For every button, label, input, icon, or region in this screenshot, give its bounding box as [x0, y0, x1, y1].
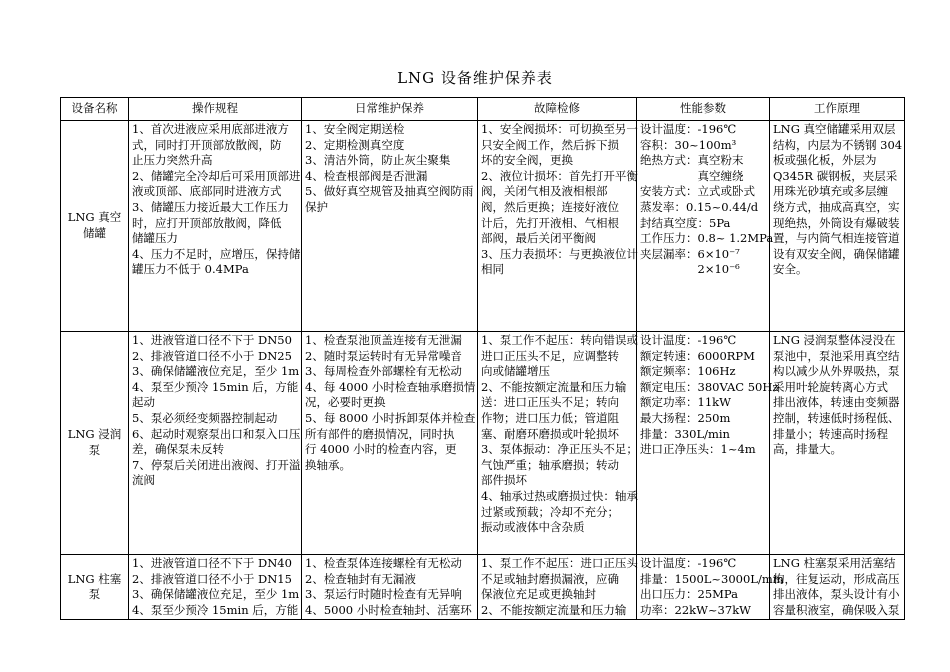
cell-line: LNG 真空	[67, 210, 122, 225]
cell-line: 止压力突然升高	[132, 153, 213, 168]
cell-line: 7、停泵后关闭进出液阀、打开溢	[132, 457, 301, 472]
cell-line: 容量积液室，确保吸入泵	[773, 602, 900, 617]
cell-line: 3、每周检查外部螺栓有无松动	[305, 364, 462, 379]
cell-line: 2、不能按额定流量和压力输	[481, 602, 627, 617]
cell-line: 不足或轴封磨损漏液，应确	[481, 571, 619, 586]
cell-line: 保护	[305, 199, 328, 214]
cell-line: 安装方式：立式或卧式	[640, 184, 755, 199]
cell-line: LNG 浸润	[67, 427, 122, 442]
cell-line: 功率：22kW~37kW	[640, 602, 751, 617]
cell-line: 夹层漏率：6×10⁻⁷	[640, 246, 740, 261]
cell-line: 4、泵至少预冷 15min 后，方能	[132, 379, 299, 394]
cell-line: 1、泵工作不起压：进口正压头	[481, 556, 638, 570]
cell-params	[637, 555, 784, 620]
cell-line: 2、检查轴封有无漏液	[305, 571, 416, 586]
cell-line: Q345R 碳钢板，夹层采	[773, 168, 898, 183]
cell-line: 3、确保储罐液位充足，至少 1m	[132, 587, 300, 602]
cell-line: 2、定期检测真空度	[305, 137, 405, 152]
cell-line: 泵	[88, 443, 101, 457]
cell-line: 3、压力表损坏：与更换液位计	[481, 246, 638, 261]
cell-line: 6、起动时观察泵出口和泵入口压	[132, 426, 301, 441]
cell-maintenance	[302, 332, 478, 555]
cell-principle	[770, 555, 905, 620]
cell-line: 5、每 8000 小时拆卸泵体并检查	[305, 410, 476, 425]
cell-line: LNG 柱塞	[67, 571, 122, 586]
cell-line: 1、检查泵体连接螺栓有无松动	[305, 556, 462, 570]
cell-line: 额定转速：6000RPM	[640, 348, 755, 363]
cell-line: LNG 柱塞泵采用活塞结	[773, 556, 896, 570]
cell-repair	[478, 555, 637, 620]
cell-line: 绝热方式：真空粉末	[640, 153, 744, 168]
cell-line: 3、储罐压力接近最大工作压力	[132, 199, 289, 214]
cell-line: 蒸发率：0.15~0.44/d	[640, 199, 759, 214]
cell-maintenance	[302, 121, 478, 332]
cell-line: 额定功率：11kW	[640, 395, 731, 410]
table-row	[61, 121, 905, 332]
cell-line: 部件损坏	[481, 473, 527, 488]
cell-line: 4、泵至少预冷 15min 后，方能	[132, 602, 299, 617]
cell-line: 作物；进口压力低；管道阻	[481, 410, 619, 425]
cell-line: 2、储罐完全冷却后可采用顶部进	[132, 168, 301, 183]
cell-line: 流阀	[132, 473, 155, 488]
cell-line: 行 4000 小时的检查内容，更	[305, 442, 457, 457]
cell-line: 5、做好真空规管及抽真空阀防雨	[305, 184, 474, 199]
cell-line: 泵池中，泵池采用真空结	[773, 348, 900, 363]
cell-line: 2×10⁻⁶	[640, 262, 740, 277]
header-repair: 故障检修	[478, 98, 637, 121]
header-maintenance: 日常维护保养	[302, 98, 478, 121]
cell-line: 2、排液管道口径不小于 DN15	[132, 571, 292, 586]
cell-line: 只安全阀工作，然后拆下损	[481, 137, 619, 152]
cell-line: 额定电压：380VAC 50Hz	[640, 379, 779, 394]
cell-operation	[129, 121, 302, 332]
cell-line: 置，与内筒气相连接管道	[773, 231, 900, 246]
cell-repair	[478, 332, 637, 555]
cell-line: 用珠光砂填充或多层缠	[773, 184, 888, 199]
cell-maintenance	[302, 555, 478, 620]
cell-line: 液或顶部、底部同时进液方式	[132, 184, 282, 199]
cell-line: 设计温度：-196℃	[640, 122, 737, 136]
cell-line: 1、检查泵池顶盖连接有无泄漏	[305, 333, 462, 347]
cell-line: 1、首次进液应采用底部进液方	[132, 122, 289, 136]
cell-line: 阀，然后更换；连接好液位	[481, 199, 619, 214]
cell-line: 计后，先打开液相、气相根	[481, 215, 619, 230]
cell-line: 1、泵工作不起压：转向错误或	[481, 333, 638, 347]
cell-line: 1、安全阀定期送检	[305, 122, 405, 136]
equipment-maintenance-table	[60, 97, 905, 620]
cell-line: 所有部件的磨损情况，同时执	[305, 426, 455, 441]
cell-line: LNG 浸润泵整体浸没在	[773, 333, 896, 347]
cell-line: 2、不能按额定流量和压力输	[481, 379, 627, 394]
cell-line: 高，排量大。	[773, 442, 842, 457]
cell-operation	[129, 332, 302, 555]
cell-line: 4、检查根部阀是否泄漏	[305, 168, 428, 183]
cell-line: 5、泵必须经变频器控制起动	[132, 410, 278, 425]
cell-line: 向或储罐增压	[481, 364, 550, 379]
cell-line: 3、确保储罐液位充足，至少 1m	[132, 364, 300, 379]
cell-line: 设计温度：-196℃	[640, 556, 737, 570]
cell-line: 1、进液管道口径不下于 DN50	[132, 333, 292, 347]
cell-line: 部阀，最后关闭平衡阀	[481, 231, 596, 246]
header-row	[61, 98, 905, 121]
cell-line: 坏的安全阀，更换	[481, 153, 573, 168]
header-equipment-name: 设备名称	[61, 98, 129, 121]
cell-line: 式，同时打开顶部放散阀，防	[132, 137, 282, 152]
cell-line: 采用叶轮旋转离心方式	[773, 379, 888, 394]
cell-line: 2、排液管道口径不小于 DN25	[132, 348, 292, 363]
cell-line: 额定频率：106Hz	[640, 364, 736, 379]
cell-line: 4、轴承过热或磨损过快：轴承	[481, 488, 638, 503]
cell-line: 4、5000 小时检查轴封、活塞环	[305, 602, 472, 617]
cell-line: 4、每 4000 小时检查轴承磨损情	[305, 379, 476, 394]
cell-line: 容积：30~100m³	[640, 137, 737, 152]
table-row	[61, 555, 905, 620]
cell-line: 换轴承。	[305, 457, 351, 472]
cell-line: LNG 真空储罐采用双层	[773, 122, 896, 136]
cell-line: 振动或液体中含杂质	[481, 520, 585, 535]
cell-line: 设计温度：-196℃	[640, 333, 737, 347]
header-operation: 操作规程	[129, 98, 302, 121]
cell-line: 储罐压力	[132, 231, 178, 246]
cell-line: 送：进口正压头不足；转向	[481, 395, 619, 410]
cell-line: 3、泵运行时随时检查有无异响	[305, 587, 462, 602]
cell-line: 相同	[481, 262, 504, 277]
cell-line: 泵	[88, 587, 101, 602]
cell-line: 况，必要时更换	[305, 395, 386, 410]
cell-line: 排出液体，泵头设计有小	[773, 587, 900, 602]
table-row	[61, 332, 905, 555]
cell-line: 气蚀严重；轴承磨损；转动	[481, 457, 619, 472]
cell-line: 罐压力不低于 0.4MPa	[132, 262, 249, 277]
cell-line: 工作压力：0.8~ 1.2MPa	[640, 231, 774, 246]
cell-line: 塞、耐磨环磨损或叶轮损坏	[481, 426, 619, 441]
cell-line: 排量：330L/min	[640, 426, 730, 441]
cell-line: 2、液位计损坏：首先打开平衡	[481, 168, 638, 183]
cell-line: 构以减少从外界吸热，泵	[773, 364, 900, 379]
document-title: LNG 设备维护保养表	[397, 69, 553, 87]
cell-line: 构，往复运动，形成高压	[773, 571, 900, 586]
cell-line: 排出液体，转速由变频器	[773, 395, 900, 410]
cell-line: 真空缠绕	[640, 168, 744, 183]
cell-line: 阀，关闭气相及液相根部	[481, 184, 608, 199]
cell-name	[61, 332, 129, 555]
cell-line: 2、随时泵运转时有无异常噪音	[305, 348, 462, 363]
cell-line: 最大扬程：250m	[640, 410, 731, 425]
cell-line: 起动	[132, 395, 155, 410]
cell-line: 进口正净压头：1~4m	[640, 442, 756, 457]
cell-line: 差，确保泵未反转	[132, 442, 224, 457]
cell-line: 3、清洁外筒，防止灰尘聚集	[305, 153, 451, 168]
cell-line: 时，应打开顶部放散阀，降低	[132, 215, 282, 230]
cell-line: 1、进液管道口径不下于 DN40	[132, 556, 292, 570]
cell-params	[637, 332, 779, 555]
cell-line: 排量：1500L~3000L/min	[640, 571, 784, 586]
cell-line: 储罐	[83, 226, 106, 240]
cell-line: 绕方式，抽成高真空，实	[773, 199, 900, 214]
cell-line: 安全。	[773, 262, 808, 277]
cell-line: 出口压力：25MPa	[640, 587, 738, 602]
cell-line: 1、安全阀损坏：可切换至另一	[481, 122, 638, 136]
cell-line: 结构，内层为不锈钢 304	[773, 137, 903, 152]
cell-line: 封结真空度：5Pa	[640, 215, 731, 230]
header-params: 性能参数	[637, 98, 770, 121]
cell-name	[61, 121, 129, 332]
cell-line: 控制，转速低时扬程低、	[773, 410, 900, 425]
cell-line: 现绝热，外筒设有爆破装	[773, 215, 900, 230]
cell-principle	[770, 121, 905, 332]
cell-repair	[478, 121, 637, 332]
cell-line: 进口正压头不足，应调整转	[481, 348, 619, 363]
cell-line: 4、压力不足时，应增压，保持储	[132, 246, 301, 261]
cell-line: 过紧或预载；冷却不充分；	[481, 504, 619, 519]
cell-operation	[129, 555, 302, 620]
cell-line: 保液位充足或更换轴封	[481, 587, 596, 602]
cell-principle	[770, 332, 905, 555]
cell-line: 设有双安全阀，确保储罐	[773, 246, 900, 261]
cell-name	[61, 555, 129, 620]
cell-line: 板或强化板，外层为	[773, 153, 877, 168]
cell-line: 排量小；转速高时扬程	[773, 426, 888, 441]
header-principle: 工作原理	[770, 98, 905, 121]
cell-params	[637, 121, 774, 332]
cell-line: 3、泵体振动：净正压头不足；	[481, 442, 638, 457]
